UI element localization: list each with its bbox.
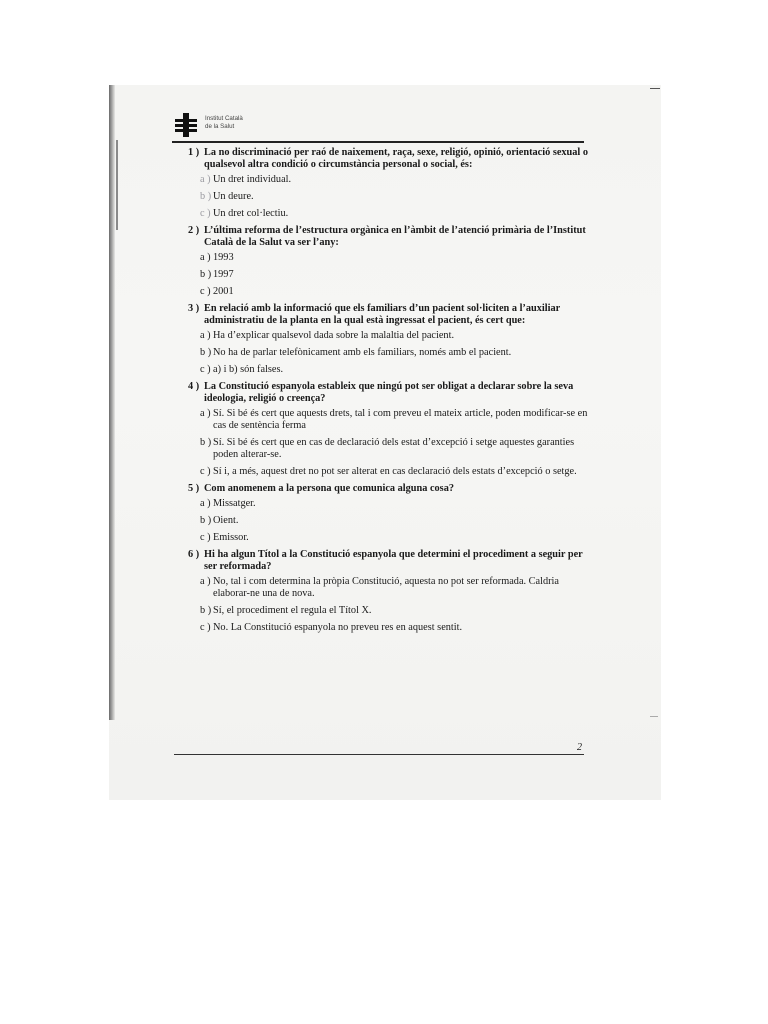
question-text: Com anomenem a la persona que comunica alguna cosa?	[204, 483, 454, 494]
answer-option	[188, 252, 588, 264]
question-5	[188, 483, 588, 544]
option-letter: a )	[200, 252, 211, 263]
option-text: No, tal i com determina la pròpia Constitució, aquesta no pot ser reformada. Caldria elaborar-ne una de nova.	[213, 576, 559, 599]
option-text: Sí i, a més, aquest dret no pot ser alterat en cas declaració dels estats d’excepció o setge.	[213, 466, 577, 477]
question-title	[188, 549, 588, 573]
question-text: La no discriminació per raó de naixement, raça, sexe, religió, opinió, orientació sexual o qualsevol altra condició o circumstància personal o social, és:	[204, 147, 589, 170]
option-text: Un deure.	[213, 191, 254, 202]
answer-option	[188, 286, 588, 298]
question-number: 6 )	[188, 549, 200, 560]
question-title	[188, 381, 588, 405]
question-text: Hi ha algun Títol a la Constitució espanyola que determini el procediment a seguir per ser reformada?	[204, 549, 583, 572]
option-text: Un dret individual.	[213, 174, 292, 185]
option-text: Sí, el procediment el regula el Títol X.	[213, 605, 372, 616]
scan-edge-mark	[116, 140, 118, 230]
option-letter: a )	[200, 498, 211, 509]
page-number: 2	[577, 742, 582, 753]
option-text: 1993	[213, 252, 234, 263]
question-number: 3 )	[188, 303, 200, 314]
option-letter: a )	[200, 330, 211, 341]
option-letter: c )	[200, 286, 211, 297]
option-letter: a )	[200, 174, 211, 185]
question-number: 4 )	[188, 381, 200, 392]
scan-tick-mark	[650, 716, 658, 717]
option-letter: c )	[200, 364, 211, 375]
question-2	[188, 225, 588, 298]
option-text: Oient.	[213, 515, 239, 526]
question-text: L’última reforma de l’estructura orgànica en l’àmbit de l’atenció primària de l’Institut Català de la Salut va ser l’any:	[204, 225, 586, 248]
answer-option	[188, 364, 588, 376]
answer-option	[188, 208, 588, 220]
answer-option	[188, 330, 588, 342]
option-text: No ha de parlar telefònicament amb els familiars, només amb el pacient.	[213, 347, 512, 358]
option-text: No. La Constitució espanyola no preveu res en aquest sentit.	[213, 622, 463, 633]
option-letter: b )	[200, 515, 212, 526]
option-letter: a )	[200, 576, 211, 587]
option-letter: c )	[200, 532, 211, 543]
question-number: 2 )	[188, 225, 200, 236]
option-letter: c )	[200, 466, 211, 477]
option-text: 1997	[213, 269, 234, 280]
option-letter: c )	[200, 622, 211, 633]
question-number: 5 )	[188, 483, 200, 494]
question-text: En relació amb la informació que els familiars d’un pacient sol·liciten a l’auxiliar administratiu de la planta en la qual està ingressat el pacient, és cert que:	[204, 303, 561, 326]
ics-logo	[175, 113, 255, 137]
option-letter: c )	[200, 208, 211, 219]
question-number: 1 )	[188, 147, 200, 158]
option-letter: b )	[200, 191, 212, 202]
answer-option	[188, 532, 588, 544]
question-title	[188, 483, 588, 495]
option-text: Un dret col·lectiu.	[213, 208, 289, 219]
option-letter: b )	[200, 437, 212, 448]
answer-option	[188, 408, 588, 432]
answer-option	[188, 498, 588, 510]
option-text: 2001	[213, 286, 234, 297]
logo-line-2: de la Salut	[205, 123, 235, 130]
answer-option	[188, 576, 588, 600]
answer-option	[188, 191, 588, 203]
option-letter: b )	[200, 605, 212, 616]
option-text: Emissor.	[213, 532, 249, 543]
answer-option	[188, 269, 588, 281]
option-text: Missatger.	[213, 498, 256, 509]
answer-option	[188, 174, 588, 186]
cross-logo-icon	[175, 113, 197, 137]
answer-option	[188, 605, 588, 617]
logo-text	[205, 115, 265, 131]
question-title	[188, 303, 588, 327]
question-3	[188, 303, 588, 376]
question-4	[188, 381, 588, 478]
question-text: La Constitució espanyola estableix que ningú pot ser obligat a declarar sobre la seva ideologia, religió o creença?	[204, 381, 574, 404]
option-letter: b )	[200, 269, 212, 280]
scan-tick-mark	[650, 88, 660, 89]
answer-option	[188, 466, 588, 478]
option-letter: b )	[200, 347, 212, 358]
option-text: Sí. Si bé és cert que aquests drets, tal i com preveu el mateix article, poden modificar-se en cas de sentència ferma	[213, 408, 588, 431]
questions-list	[188, 147, 588, 639]
option-text: Sí. Si bé és cert que en cas de declaració dels estat d’excepció i setge aquestes garanties poden alterar-se.	[213, 437, 575, 460]
scan-edge-shadow	[109, 85, 115, 720]
answer-option	[188, 515, 588, 527]
logo-line-1: Institut Català	[205, 115, 243, 122]
question-title	[188, 147, 588, 171]
answer-option	[188, 622, 588, 634]
question-1	[188, 147, 588, 220]
question-title	[188, 225, 588, 249]
option-letter: a )	[200, 408, 211, 419]
option-text: a) i b) són falses.	[213, 364, 284, 375]
footer-rule	[174, 754, 584, 755]
question-6	[188, 549, 588, 634]
option-text: Ha d’explicar qualsevol dada sobre la malaltia del pacient.	[213, 330, 455, 341]
answer-option	[188, 347, 588, 359]
header-rule	[172, 141, 584, 143]
answer-option	[188, 437, 588, 461]
